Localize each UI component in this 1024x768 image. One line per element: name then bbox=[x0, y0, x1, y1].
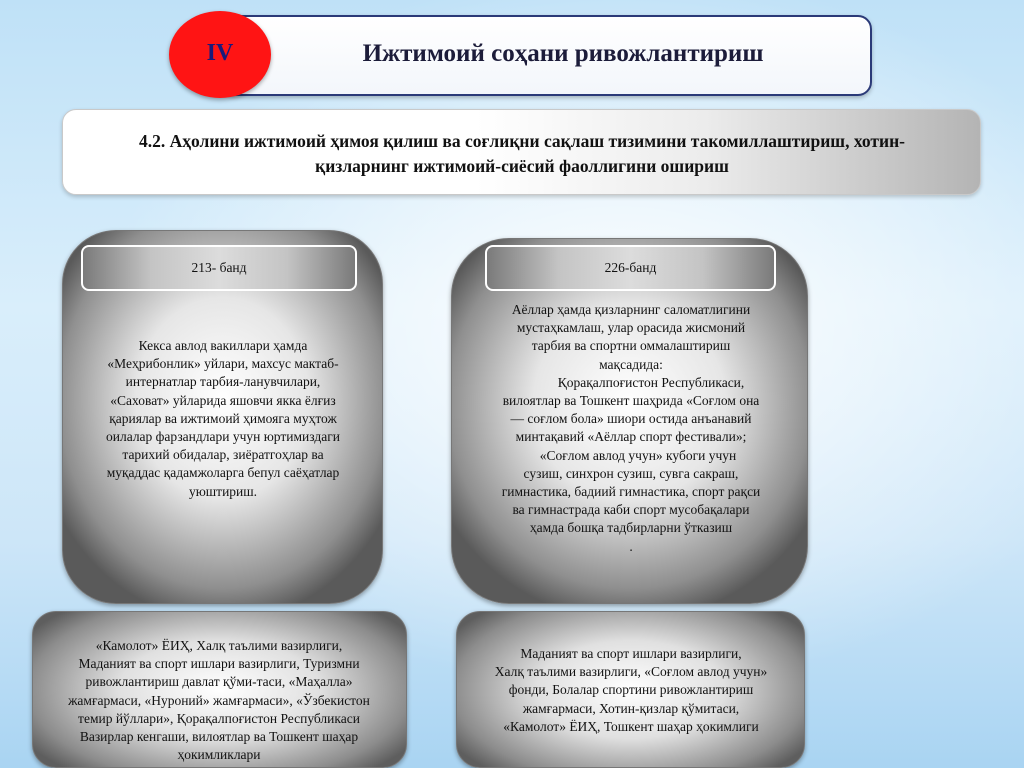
text-line: ва гимнастрада каби спорт мусобақалари bbox=[512, 502, 750, 518]
text-line: ҳамда бошқа тадбирларни ўтказиш bbox=[529, 520, 733, 536]
text-line: оилалар фарзандлари учун юртимиздаги bbox=[106, 429, 340, 445]
text-line: жамғармаси, «Нуроний» жамғармаси», «Ўзбекистон bbox=[68, 692, 370, 708]
text-line: сузиш, синхрон сузиш, сувга сакраш, bbox=[523, 465, 739, 481]
text-line: «Камолот» ЁИҲ, Халқ таълими вазирлиги, bbox=[95, 638, 343, 653]
text-line: мақсадида: bbox=[599, 356, 663, 372]
text-line: уюштириш. bbox=[188, 483, 258, 499]
item-label-226: 226-банд bbox=[485, 245, 776, 291]
text-line: Маданият ва спорт ишлари вазирлиги, bbox=[520, 646, 742, 661]
section-number: IV bbox=[206, 40, 234, 66]
text-line: Халқ таълими вазирлиги, «Соғлом авлод учун» bbox=[494, 664, 768, 680]
text-line: вилоятлар ва Тошкент шаҳрида «Соғлом она bbox=[502, 393, 760, 409]
text-line: тарихий обидалар, зиёратгоҳлар ва bbox=[122, 447, 324, 463]
text-line: Аёллар ҳамда қизларнинг саломатлигини bbox=[511, 302, 751, 317]
text-line: «Соғлом авлод учун» кубоги учун bbox=[539, 447, 737, 463]
subtitle-line-1: 4.2. Аҳолини ижтимоий ҳимоя қилиш ва соғлиқни сақлаш тизимини такомиллаштириш, хотин- bbox=[138, 131, 906, 151]
item-text-226 bbox=[472, 301, 790, 556]
text-line: «Саховат» уйларида яшовчи якка ёлғиз bbox=[110, 392, 336, 408]
subtitle-line-2: қизларнинг ижтимоий-сиёсий фаоллигини ошириш bbox=[315, 156, 729, 176]
item-text-213 bbox=[88, 337, 358, 501]
text-line: тарбия ва спортни оммалаштириш bbox=[531, 338, 731, 354]
text-line: . bbox=[629, 538, 633, 554]
text-line: мустаҳкамлаш, улар орасида жисмоний bbox=[516, 320, 746, 336]
responsible-text-226 bbox=[466, 645, 796, 736]
text-line: қариялар ва ижтимоий ҳимояга муҳтож bbox=[109, 410, 337, 426]
text-line: интернатлар тарбия-ланувчилари, bbox=[125, 374, 321, 390]
text-line: минтақавий «Аёллар спорт фестивали»; bbox=[515, 429, 747, 445]
text-line: ривожлантириш давлат қўми-таси, «Маҳалла» bbox=[85, 674, 353, 690]
text-line: Маданият ва спорт ишлари вазирлиги, Туризмни bbox=[78, 656, 360, 672]
text-line: Қорақалпоғистон Республикаси, bbox=[557, 374, 745, 390]
item-label-213: 213- банд bbox=[81, 245, 357, 291]
text-line: Кекса авлод вакиллари ҳамда bbox=[138, 338, 308, 353]
text-line: Вазирлар кенгаши, вилоятлар ва Тошкент шаҳар bbox=[79, 729, 359, 745]
text-line: темир йўллари», Қорақалпоғистон Республикаси bbox=[78, 710, 360, 726]
text-line: гимнастика, бадиий гимнастика, спорт рақси bbox=[501, 484, 761, 500]
text-line: муқаддас қадамжоларга бепул саёҳатлар bbox=[106, 465, 340, 481]
text-line: — соғлом бола» шиори остида анъанавий bbox=[510, 411, 752, 427]
text-line: «Меҳрибонлик» уйлари, махсус мактаб- bbox=[107, 356, 339, 372]
text-line: жамғармаси, Хотин-қизлар қўмитаси, bbox=[522, 700, 740, 716]
text-line: фонди, Болалар спортини ривожлантириш bbox=[508, 682, 754, 698]
slide-title: Ижтимоий соҳани ривожлантириш bbox=[362, 40, 764, 67]
text-line: «Камолот» ЁИҲ, Тошкент шаҳар ҳокимлиги bbox=[503, 718, 759, 734]
responsible-text-213 bbox=[38, 637, 400, 764]
subtitle bbox=[80, 129, 964, 179]
text-line: ҳокимликлари bbox=[177, 747, 261, 763]
